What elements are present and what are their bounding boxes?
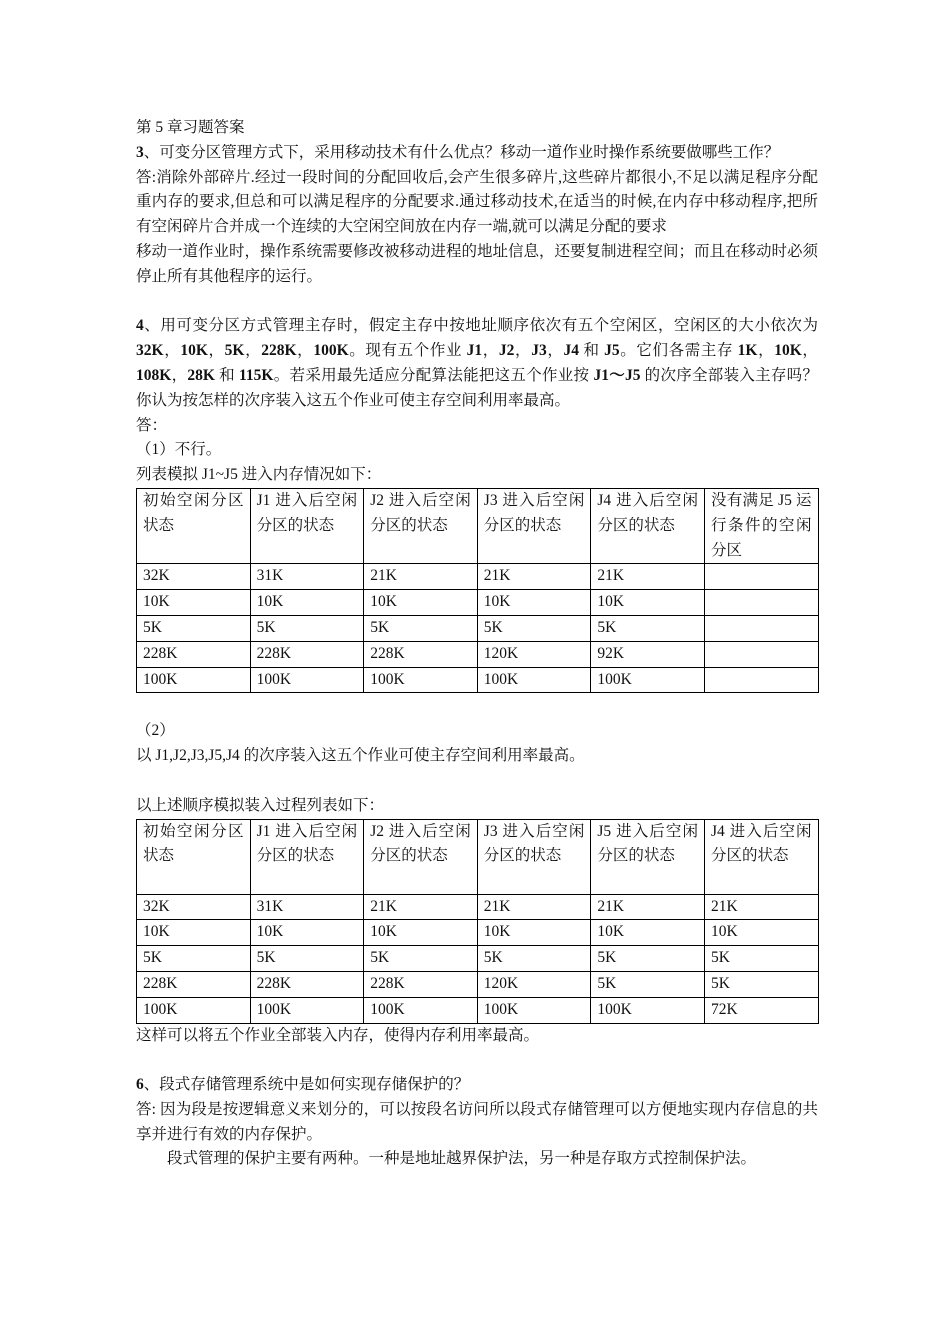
table-cell: 5K	[704, 971, 818, 997]
header-cell: J1 进入后空闲分区的状态	[250, 819, 364, 894]
text: ，	[546, 342, 564, 360]
table-cell: 100K	[364, 997, 478, 1023]
text: ，	[244, 342, 262, 360]
table-cell: 100K	[137, 997, 251, 1023]
bold-text: J1	[466, 342, 483, 360]
bold-text: 1K	[737, 342, 758, 360]
table-cell: 10K	[250, 590, 364, 616]
bold-text: 10K	[774, 342, 802, 360]
table-cell: 10K	[704, 920, 818, 946]
table-cell: 100K	[364, 667, 478, 693]
table-row	[137, 920, 819, 946]
table-cell: 32K	[137, 564, 251, 590]
text: ，	[207, 342, 225, 360]
text: 、段式存储管理系统中是如何实现存储保护的？	[143, 1076, 470, 1094]
text: 。若采用最先适应分配算法能把这五个作业按	[273, 366, 594, 384]
bold-text: 6	[136, 1076, 144, 1094]
table1-caption: 列表模拟 J1~J5 进入内存情况如下：	[136, 466, 382, 484]
text: 、用可变分区方式管理主存时，假定主存中按地址顺序依次有五个空闲区，空闲区的大小依次为	[143, 317, 818, 335]
bold-text: 3	[136, 143, 144, 161]
table-cell: 31K	[250, 894, 364, 920]
table-cell: 10K	[137, 920, 251, 946]
bold-text: 28K	[187, 366, 215, 384]
table-cell: 92K	[591, 641, 705, 667]
answer-4-conclusion: 这样可以将五个作业全部装入内存，使得内存利用率最高。	[136, 1026, 540, 1044]
bold-text: 5K	[224, 342, 245, 360]
header-cell: J4 进入后空闲分区的状态	[591, 488, 705, 563]
bold-text: J4	[563, 342, 579, 360]
table-cell: 5K	[591, 971, 705, 997]
table-cell: 5K	[704, 946, 818, 972]
table-cell: 120K	[477, 641, 591, 667]
table-cell: 21K	[477, 564, 591, 590]
header-cell: J1 进入后空闲分区的状态	[250, 488, 364, 563]
table-cell: 5K	[250, 615, 364, 641]
header-cell: 初始空闲分区状态	[137, 488, 251, 563]
answer-4-part2-text: 以 J1,J2,J3,J5,J4 的次序装入这五个作业可使主存空间利用率最高。	[136, 747, 585, 765]
table-cell: 100K	[591, 997, 705, 1023]
text: 和	[214, 366, 240, 384]
table-cell: 5K	[137, 946, 251, 972]
table-row	[137, 946, 819, 972]
text: ，	[482, 342, 499, 360]
table-cell: 100K	[137, 667, 251, 693]
table-header-row	[137, 488, 819, 563]
table-cell	[704, 615, 818, 641]
table-cell: 10K	[477, 590, 591, 616]
table-first-fit-j1-j5	[136, 488, 819, 693]
table-cell	[704, 590, 818, 616]
header-cell: 没有满足 J5 运行条件的空闲分区	[704, 488, 818, 563]
table2-caption: 以上述顺序模拟装入过程列表如下：	[136, 796, 385, 814]
answer-3-part2: 移动一道作业时，操作系统需要修改被移动进程的地址信息，还要复制进程空间；而且在移动时必须停止所有其他程序的运行。	[136, 242, 819, 285]
table-cell: 100K	[477, 997, 591, 1023]
header-cell: J4 进入后空闲分区的状态	[704, 819, 818, 894]
bold-text: J5	[604, 342, 620, 360]
table-row	[137, 971, 819, 997]
text: 。它们各需主存	[619, 342, 738, 360]
table-row	[137, 997, 819, 1023]
table-cell: 32K	[137, 894, 251, 920]
table-cell: 5K	[250, 946, 364, 972]
table-cell: 5K	[364, 615, 478, 641]
answer-6-part2: 段式管理的保护主要有两种。一种是地址越界保护法，另一种是存取方式控制保护法。	[167, 1150, 757, 1168]
header-cell: J2 进入后空闲分区的状态	[364, 819, 478, 894]
text: ，	[171, 366, 188, 384]
table-cell: 10K	[591, 920, 705, 946]
text: ，	[514, 342, 532, 360]
bold-text: J2	[498, 342, 515, 360]
table-cell	[704, 667, 818, 693]
bold-text: 228K	[261, 342, 297, 360]
table-cell: 100K	[591, 667, 705, 693]
header-cell: J3 进入后空闲分区的状态	[477, 488, 591, 563]
table-cell: 10K	[477, 920, 591, 946]
table-cell: 100K	[250, 997, 364, 1023]
table-cell	[704, 641, 818, 667]
table-row	[137, 615, 819, 641]
text: ，	[801, 342, 818, 360]
table-cell	[704, 564, 818, 590]
table-row	[137, 667, 819, 693]
header-cell: J5 进入后空闲分区的状态	[591, 819, 705, 894]
table-cell: 228K	[137, 641, 251, 667]
table-cell: 5K	[591, 615, 705, 641]
table-cell: 10K	[364, 590, 478, 616]
text: 。现有五个作业	[348, 342, 467, 360]
table-cell: 31K	[250, 564, 364, 590]
bold-text: 100K	[313, 342, 349, 360]
bold-text: 108K	[136, 366, 172, 384]
table-row	[137, 641, 819, 667]
text: 和	[578, 342, 605, 360]
table-cell: 21K	[364, 894, 478, 920]
table-cell: 5K	[137, 615, 251, 641]
table-cell: 228K	[364, 971, 478, 997]
table-cell: 21K	[591, 894, 705, 920]
document-title: 第 5 章习题答案	[136, 119, 245, 136]
bold-text: 32K	[136, 342, 164, 360]
text: 、可变分区管理方式下，采用移动技术有什么优点？移动一道作业时操作系统要做哪些工作？	[143, 143, 780, 161]
bold-text: J1～J5	[593, 366, 641, 384]
answer-4-part1: （1）不行。	[136, 441, 222, 459]
table-row	[137, 590, 819, 616]
table-cell: 72K	[704, 997, 818, 1023]
table-cell: 5K	[477, 946, 591, 972]
text: 的次序全部装入主存吗？你认为按怎样的次序装入这五个作业可使主存空间利用率最高。	[136, 366, 818, 409]
answer-3-part1: 答:消除外部碎片.经过一段时间的分配回收后,会产生很多碎片,这些碎片都很小,不足以满足程序分配重内存的要求,但总和可以满足程序的分配要求.通过移动技术,在适当的时候,在内存中移动程序,把所有空闲碎片合并成一个连续的大空闲空间放在内存一端,就可以满足分配的要求	[136, 168, 818, 236]
header-cell: 初始空闲分区状态	[137, 819, 251, 894]
table-cell: 120K	[477, 971, 591, 997]
table-optimal-order	[136, 819, 819, 1024]
table-cell: 100K	[477, 667, 591, 693]
table-cell: 228K	[250, 641, 364, 667]
table-header-row	[137, 819, 819, 894]
bold-text: J3	[531, 342, 547, 360]
table-cell: 10K	[137, 590, 251, 616]
table-cell: 21K	[591, 564, 705, 590]
header-cell: J3 进入后空闲分区的状态	[477, 819, 591, 894]
table-row	[137, 894, 819, 920]
table-cell: 10K	[250, 920, 364, 946]
bold-text: 4	[136, 317, 144, 335]
table-cell: 21K	[704, 894, 818, 920]
table-cell: 228K	[364, 641, 478, 667]
table-cell: 228K	[137, 971, 251, 997]
text: ，	[163, 342, 181, 360]
answer-4-label: 答：	[136, 416, 168, 434]
table-cell: 10K	[364, 920, 478, 946]
table-cell: 10K	[591, 590, 705, 616]
table-cell: 5K	[591, 946, 705, 972]
question-6	[136, 1073, 818, 1098]
table-cell: 5K	[477, 615, 591, 641]
table-row	[137, 564, 819, 590]
bold-text: 115K	[239, 366, 274, 384]
question-3	[136, 141, 818, 166]
table-cell: 100K	[250, 667, 364, 693]
question-4	[136, 314, 818, 413]
text: ，	[757, 342, 775, 360]
table-cell: 5K	[364, 946, 478, 972]
table-cell: 21K	[477, 894, 591, 920]
answer-4-part2-label: （2）	[136, 722, 175, 740]
document-page	[136, 116, 818, 1172]
table-cell: 228K	[250, 971, 364, 997]
text: ，	[296, 342, 314, 360]
table-cell: 21K	[364, 564, 478, 590]
bold-text: 10K	[180, 342, 208, 360]
answer-6-part1: 答: 因为段是按逻辑意义来划分的，可以按段名访问所以段式存储管理可以方便地实现内存信息的共享并进行有效的内存保护。	[136, 1100, 818, 1143]
header-cell: J2 进入后空闲分区的状态	[364, 488, 478, 563]
